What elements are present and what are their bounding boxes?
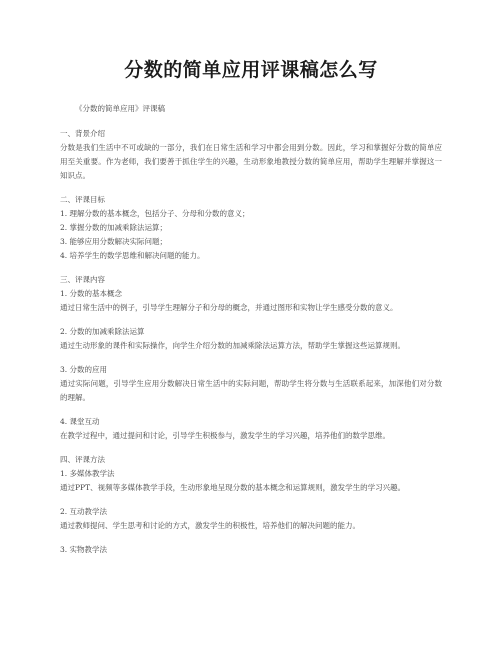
page-title: 分数的简单应用评课稿怎么写 [124,59,378,81]
block-text: 在教学过程中，通过提问和讨论，引导学生积极参与，激发学生的学习兴趣，培养他们的数学思维。 [60,431,390,440]
section-heading: 一、背景介绍 [60,129,105,138]
content-block [60,363,442,405]
list-item: 1. 理解分数的基本概念，包括分子、分母和分数的意义； [60,209,250,218]
block-text: 通过实际问题，引导学生应用分数解决日常生活中的实际问题，帮助学生将分数与生活联系起来，加深他们对分数的理解。 [60,379,442,402]
block-title: 3. 分数的应用 [60,365,108,374]
content-block [60,287,442,315]
content-block [60,415,442,443]
block-text: 通过教师提问、学生思考和讨论的方式，激发学生的积极性，培养他们的解决问题的能力。 [60,521,360,530]
section-heading: 二、评课目标 [60,195,105,204]
content-block [60,325,442,353]
block-title: 4. 课堂互动 [60,417,100,426]
method-block [60,543,442,557]
block-title: 1. 多媒体教学法 [60,469,115,478]
list-item: 2. 掌握分数的加减乘除法运算； [60,223,168,232]
document-subtitle: 《分数的简单应用》评课稿 [75,104,165,113]
method-block [60,467,442,495]
section-goals [60,193,442,263]
block-text: 通过生动形象的课件和实际操作，向学生介绍分数的加减乘除法运算方法，帮助学生掌握这些运算规则。 [60,341,405,350]
list-item: 4. 培养学生的数学思维和解决问题的能力。 [60,251,205,260]
section-heading: 四、评课方法 [60,455,105,464]
block-title: 2. 互动教学法 [60,507,108,516]
section-background [60,127,442,183]
section-methods [60,453,442,557]
block-text: 通过PPT、视频等多媒体教学手段，生动形象地呈现分数的基本概念和运算规则，激发学生的学习兴趣。 [60,483,406,492]
section-paragraph: 分数是我们生活中不可或缺的一部分，我们在日常生活和学习中都会用到分数。因此，学习和掌握好分数的简单应用至关重要。作为老师，我们要善于抓住学生的兴趣，生动形象地教授分数的简单应用，帮助学生理解并掌握这一知识点。 [60,143,442,180]
block-title: 2. 分数的加减乘除法运算 [60,327,145,336]
block-text: 通过日常生活中的例子，引导学生理解分子和分母的概念，并通过图形和实物让学生感受分数的意义。 [60,303,398,312]
block-title: 1. 分数的基本概念 [60,289,123,298]
list-item: 3. 能够应用分数解决实际问题； [60,237,168,246]
block-title: 3. 实物教学法 [60,545,108,554]
section-content [60,273,442,443]
method-block [60,505,442,533]
section-heading: 三、评课内容 [60,275,105,284]
